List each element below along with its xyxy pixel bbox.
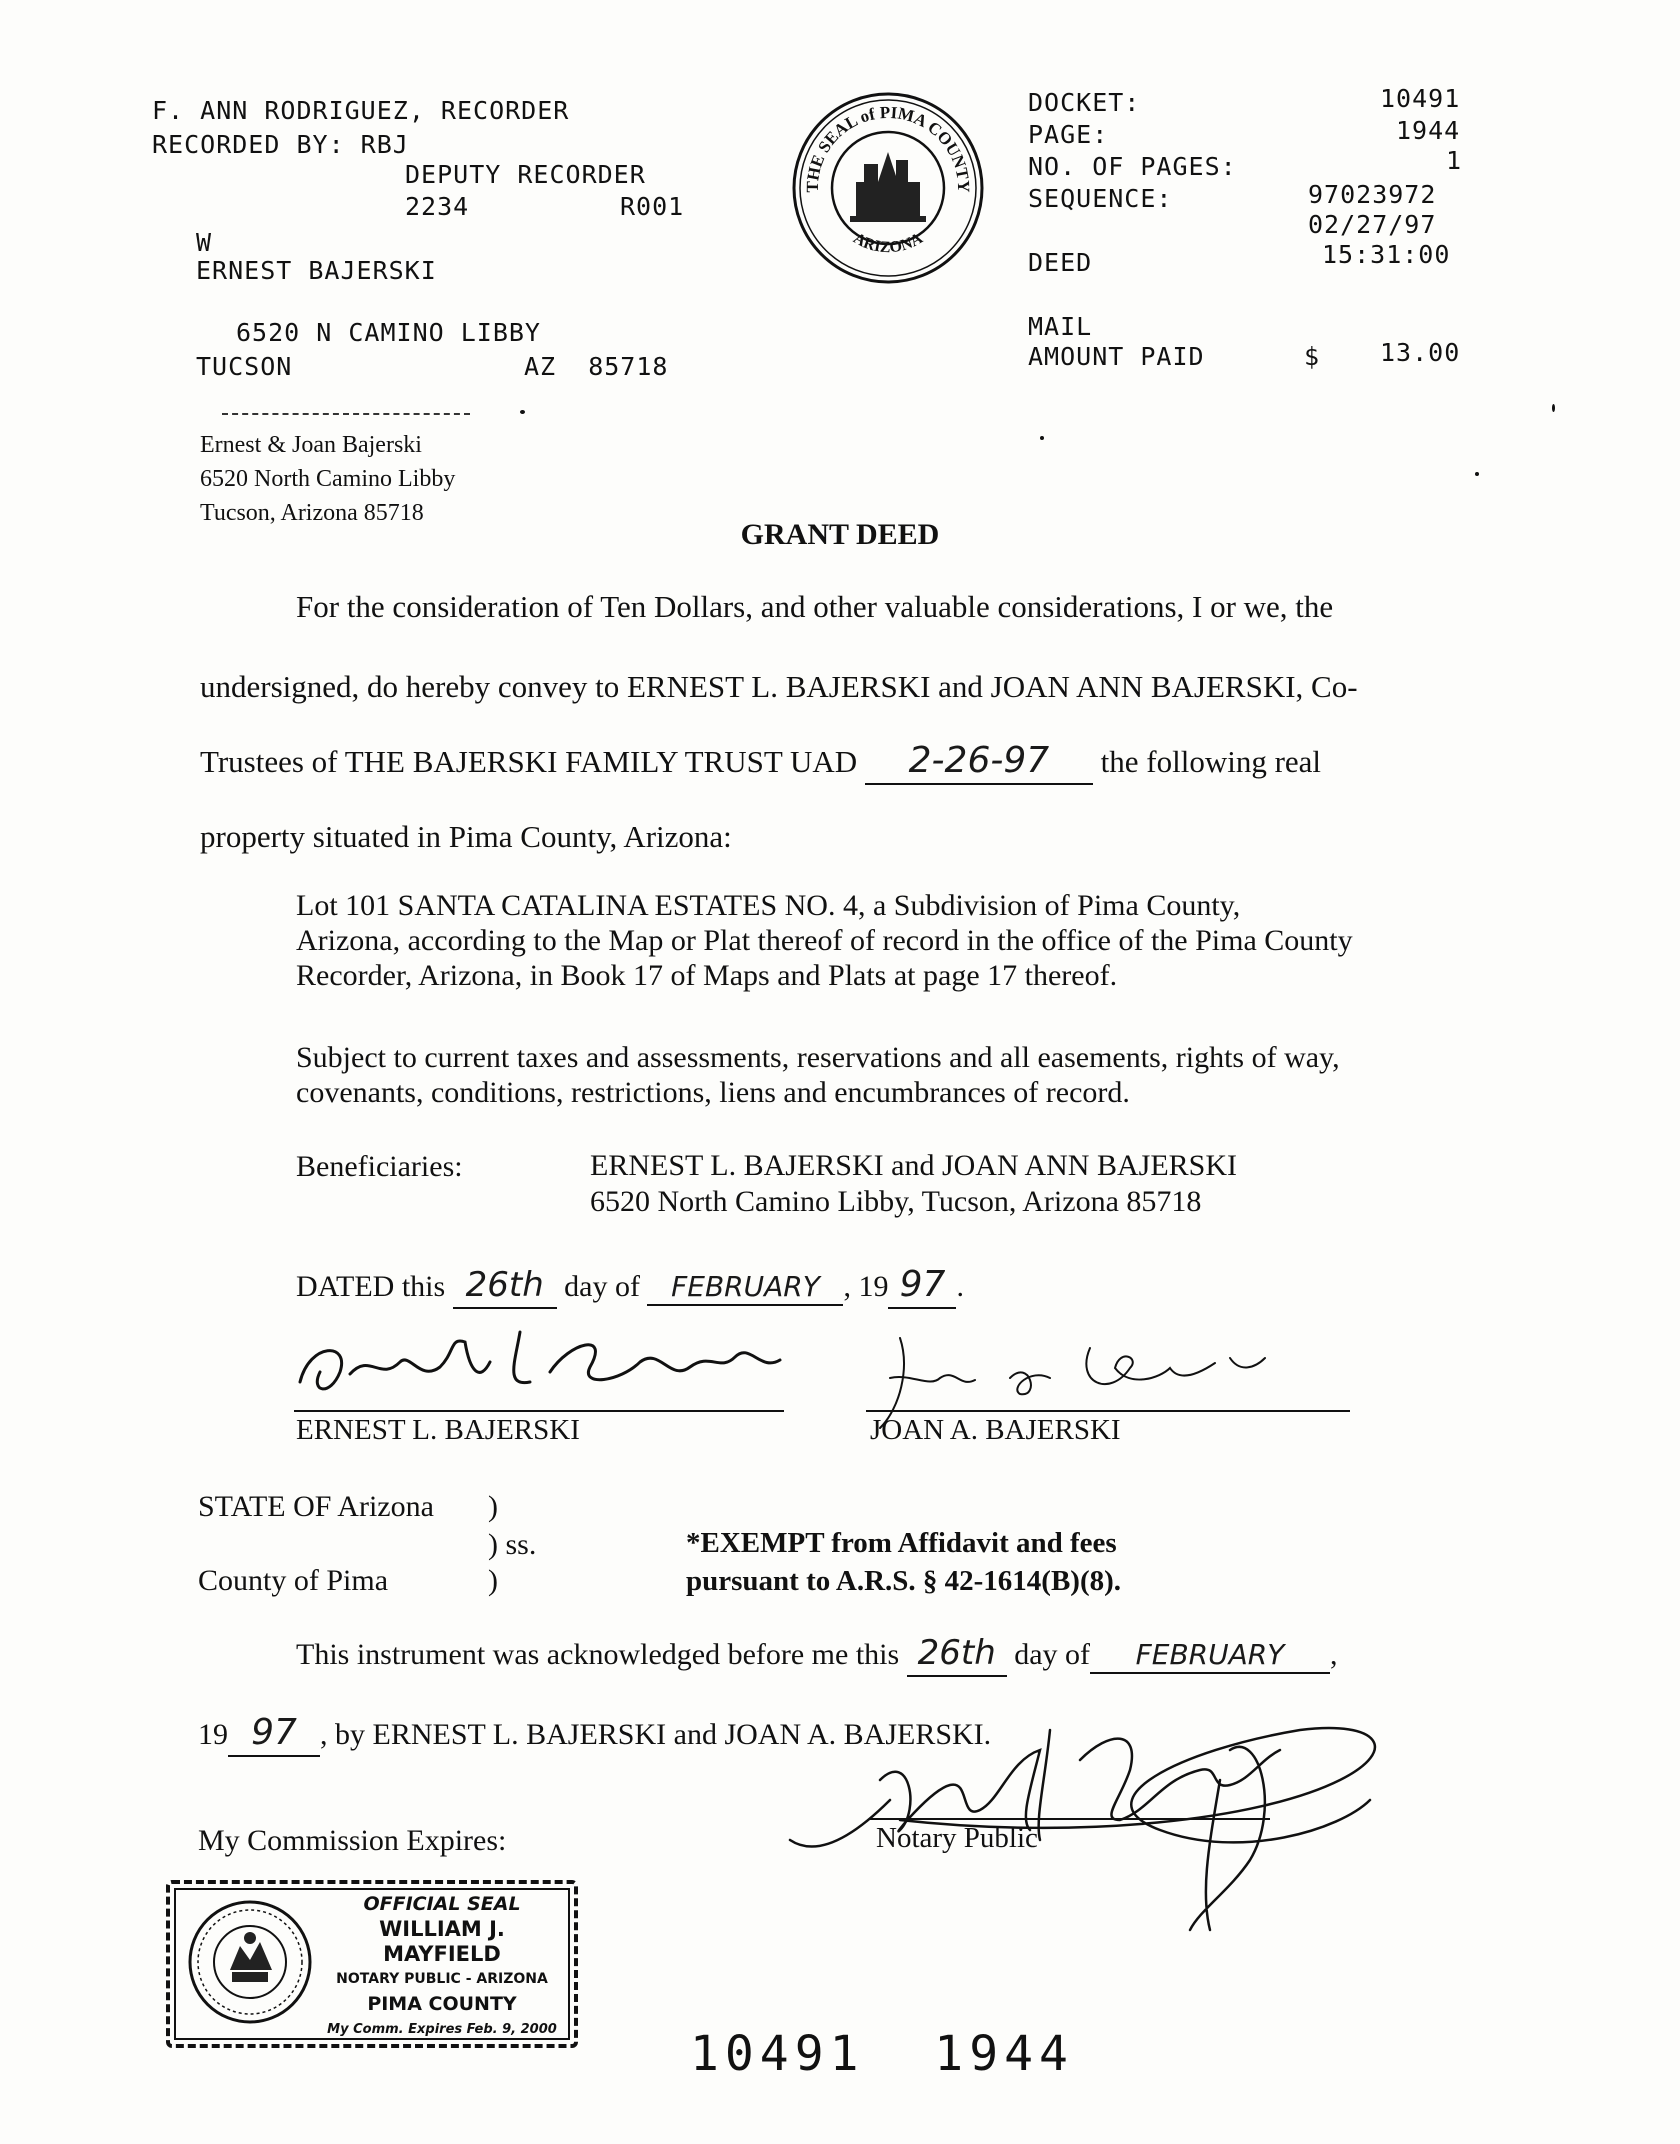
sequence-value: 97023972 (1308, 180, 1437, 209)
dated-year-prefix: 19 (858, 1270, 889, 1303)
return-name: ERNEST BAJERSKI (196, 256, 437, 285)
body-line-4: property situated in Pima County, Arizona: (200, 819, 732, 854)
trust-prefix: Trustees of THE BAJERSKI FAMILY TRUST UAD (200, 744, 858, 779)
docket-label: DOCKET: (1028, 88, 1141, 117)
scan-speck (520, 410, 525, 414)
docket-value: 10491 (1380, 84, 1461, 113)
notary-public-label: Notary Public (876, 1822, 1038, 1854)
return-city: TUCSON (196, 352, 293, 381)
stamp-official-seal: OFFICIAL SEAL (363, 1893, 521, 1915)
venue-paren-1: ) (488, 1490, 498, 1523)
return-street: 6520 N CAMINO LIBBY (236, 318, 541, 347)
amount-value: 13.00 (1380, 338, 1461, 367)
pages-value: 1 (1446, 146, 1463, 175)
deed-label: DEED (1028, 248, 1093, 277)
beneficiaries-label: Beneficiaries: (296, 1150, 463, 1183)
document-title: GRANT DEED (740, 518, 940, 551)
trust-date-handwritten: 2-26-97 (865, 738, 1093, 785)
commission-expires-label: My Commission Expires: (198, 1824, 507, 1857)
ernest-signature-line (294, 1410, 784, 1412)
stamp-text (320, 1892, 564, 2042)
dated-prefix: DATED this (296, 1270, 446, 1303)
return-state-zip: AZ 85718 (524, 352, 669, 381)
ernest-signature (290, 1312, 810, 1412)
divider-line (222, 413, 470, 415)
legal-line-3: Recorder, Arizona, in Book 17 of Maps and Plats at page 17 thereof. (296, 959, 1118, 992)
code-right: R001 (620, 192, 685, 221)
mail-label: MAIL (1028, 312, 1093, 341)
stamp-notary-name: WILLIAM J. MAYFIELD (379, 1917, 505, 1966)
body-line-2: undersigned, do hereby convey to ERNEST L. BAJERSKI and JOAN ANN BAJERSKI, Co- (200, 669, 1358, 704)
deputy-recorder: DEPUTY RECORDER (405, 160, 646, 189)
scan-speck (1475, 472, 1479, 476)
page-label: PAGE: (1028, 120, 1109, 149)
dated-line: DATED this 26th day of FEBRUARY , 19 97 . (296, 1262, 964, 1309)
sequence-label: SEQUENCE: (1028, 184, 1173, 213)
trust-suffix: the following real (1100, 744, 1322, 779)
dated-month-handwritten: FEBRUARY (647, 1269, 843, 1306)
joan-printed-name: JOAN A. BAJERSKI (870, 1414, 1121, 1446)
notary-signature (780, 1690, 1440, 1950)
scan-speck (1040, 436, 1044, 440)
footer-docket-page: 10491 1944 (690, 2026, 1074, 2082)
venue-paren-3: ) (488, 1564, 498, 1597)
ack-suffix: , by ERNEST L. BAJERSKI and JOAN A. BAJERSKI. (320, 1718, 992, 1751)
body-line-3 (200, 738, 1321, 785)
arizona-state-seal-icon (186, 1898, 314, 2026)
stamp-expiration: My Comm. Expires Feb. 9, 2000 (327, 2022, 557, 2037)
page-value: 1944 (1396, 116, 1461, 145)
amount-currency: $ (1304, 342, 1321, 371)
notary-signature-line (870, 1818, 1270, 1820)
dated-mid: day of (564, 1270, 640, 1303)
exempt-line-1: *EXEMPT from Affidavit and fees (686, 1527, 1117, 1559)
legal-description (296, 888, 1353, 993)
subject-to-clause (296, 1040, 1340, 1110)
exempt-notice (686, 1524, 1121, 1600)
subject-line-2: covenants, conditions, restrictions, liens and encumbrances of record. (296, 1076, 1130, 1109)
ack-year-handwritten: 97 (228, 1710, 320, 1757)
exempt-line-2: pursuant to A.R.S. § 42-1614(B)(8). (686, 1565, 1122, 1597)
dated-year-handwritten: 97 (888, 1262, 956, 1309)
seal-bottom-text: ARIZONA (850, 229, 926, 257)
pages-label: NO. OF PAGES: (1028, 152, 1237, 181)
seal-top-text: THE SEAL of PIMA COUNTY (802, 102, 974, 193)
joan-signature-line (866, 1410, 1350, 1412)
beneficiaries-names: ERNEST L. BAJERSKI and JOAN ANN BAJERSKI (590, 1149, 1237, 1182)
beneficiaries-address: 6520 North Camino Libby, Tucson, Arizona 85718 (590, 1185, 1202, 1218)
ack-day-handwritten: 26th (907, 1632, 1007, 1677)
mailing-address-block (200, 428, 455, 530)
dated-day-handwritten: 26th (453, 1264, 557, 1309)
ack-year-prefix: 19 (198, 1718, 228, 1751)
address-line-1: Ernest & Joan Bajerski (200, 432, 422, 458)
ack-month-handwritten: FEBRUARY (1090, 1637, 1330, 1674)
ernest-printed-name: ERNEST L. BAJERSKI (296, 1414, 580, 1446)
stamp-notary-title: NOTARY PUBLIC - ARIZONA (336, 1971, 548, 1987)
amount-paid-label: AMOUNT PAID (1028, 342, 1205, 371)
address-line-2: 6520 North Camino Libby (200, 466, 456, 492)
body-line-1: For the consideration of Ten Dollars, and other valuable considerations, I or we, the (296, 589, 1334, 624)
address-line-3: Tucson, Arizona 85718 (200, 500, 424, 526)
legal-line-2: Arizona, according to the Map or Plat thereof of record in the office of the Pima County (296, 924, 1353, 957)
legal-line-1: Lot 101 SANTA CATALINA ESTATES NO. 4, a Subdivision of Pima County, (296, 889, 1241, 922)
ack-prefix: This instrument was acknowledged before me this (296, 1638, 900, 1671)
svg-text:ARIZONA (850, 230, 926, 257)
ack-mid: day of (1014, 1638, 1090, 1671)
code-left: 2234 (405, 192, 470, 221)
recorder-line: F. ANN RODRIGUEZ, RECORDER (152, 96, 570, 125)
subject-line-1: Subject to current taxes and assessments, reservations and all easements, rights of way, (296, 1041, 1340, 1074)
venue-state: STATE OF Arizona (198, 1490, 434, 1523)
stamp-county: PIMA COUNTY (367, 1993, 517, 2015)
venue-county: County of Pima (198, 1564, 389, 1597)
notary-stamp (166, 1880, 578, 2048)
county-seal-icon (790, 90, 986, 286)
venue-ss: ) ss. (488, 1528, 537, 1561)
scan-speck (1552, 404, 1555, 412)
record-time: 15:31:00 (1322, 240, 1451, 269)
recorded-by: RECORDED BY: RBJ (152, 130, 409, 159)
w-mark: W (196, 228, 213, 257)
record-date: 02/27/97 (1308, 210, 1437, 239)
acknowledgment-line-1: This instrument was acknowledged before me this 26th day of FEBRUARY , (296, 1632, 1338, 1677)
beneficiaries-block (590, 1148, 1237, 1220)
